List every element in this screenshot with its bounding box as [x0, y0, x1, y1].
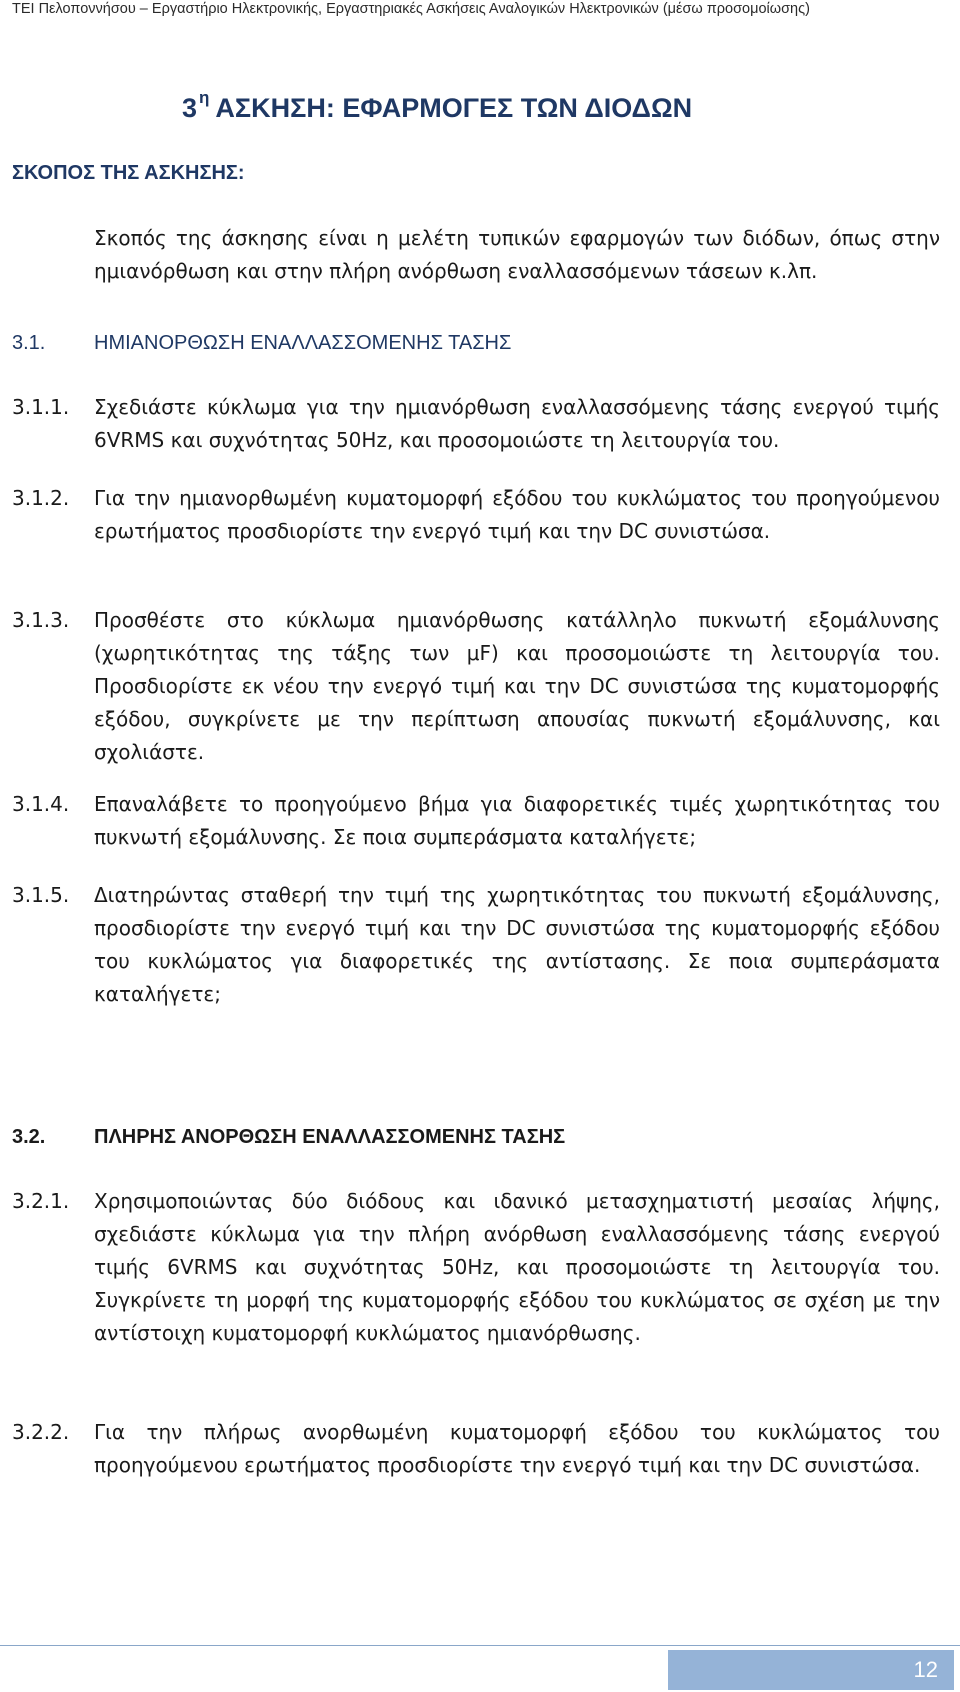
item-number: 3.2.1. — [12, 1189, 70, 1213]
running-header: ΤΕΙ Πελοποννήσου – Εργαστήριο Ηλεκτρονικής, Εργαστηριακές Ασκήσεις Αναλογικών Ηλεκτρονικών (μέσω προσομοίωσης) — [12, 1, 810, 17]
item-3-2-1 — [12, 1185, 940, 1350]
purpose-text: Σκοπός της άσκησης είναι η μελέτη τυπικών εφαρμογών των διόδων, όπως στην ημιανόρθωση και στην πλήρη ανόρθωση εναλλασσόμενων τάσεων κ.λπ. — [94, 226, 940, 283]
section-number: 3.1. — [12, 332, 46, 354]
item-number: 3.1.3. — [12, 608, 70, 632]
item-number: 3.1.1. — [12, 395, 70, 419]
purpose-heading: ΣΚΟΠΟΣ ΤΗΣ ΑΣΚΗΣΗΣ: — [12, 162, 245, 184]
item-3-1-2 — [12, 482, 940, 548]
item-3-1-5 — [12, 879, 940, 1011]
item-text: Για την ημιανορθωμένη κυματομορφή εξόδου του κυκλώματος του προηγούμενου ερωτήματος προσδιορίστε την ενεργό τιμή και την DC συνιστώσα. — [94, 486, 940, 543]
section-title: ΠΛΗΡΗΣ ΑΝΟΡΘΩΣΗ ΕΝΑΛΛΑΣΣΟΜΕΝΗΣ ΤΑΣΗΣ — [94, 1126, 566, 1148]
item-3-1-3 — [12, 604, 940, 769]
section-heading-3-1 — [12, 328, 940, 358]
section-heading-3-2 — [12, 1122, 940, 1152]
footer-bar — [668, 1650, 954, 1690]
exercise-title — [182, 82, 692, 128]
item-text: Σχεδιάστε κύκλωμα για την ημιανόρθωση εναλλασσόμενης τάσης ενεργού τιμής 6VRMS και συχνότητας 50Hz, και προσομοιώστε τη λειτουργία του. — [94, 395, 940, 452]
item-number: 3.1.5. — [12, 883, 70, 907]
section-number: 3.2. — [12, 1126, 46, 1148]
item-text: Προσθέστε στο κύκλωμα ημιανόρθωσης κατάλληλο πυκνωτή εξομάλυνσης (χωρητικότητας της τάξης των μF) και προσομοιώστε τη λειτουργία του. Προσδιορίστε εκ νέου την ενεργό τιμή και την DC συνιστώσα της κυματομορφής εξόδου, συγκρίνετε με την περίπτωση απουσίας πυκνωτή εξομάλυνσης, και σχολιάστε. — [94, 608, 940, 764]
item-3-2-2 — [12, 1416, 940, 1482]
footer-divider — [0, 1645, 960, 1646]
title-superscript: η — [199, 88, 210, 107]
item-number: 3.1.2. — [12, 486, 70, 510]
page-number: 12 — [913, 1657, 938, 1682]
item-number: 3.2.2. — [12, 1420, 70, 1444]
title-text: ΑΣΚΗΣΗ: ΕΦΑΡΜΟΓΕΣ ΤΩΝ ΔΙΟΔΩΝ — [215, 93, 693, 123]
item-text: Χρησιμοποιώντας δύο διόδους και ιδανικό μετασχηματιστή μεσαίας λήψης, σχεδιάστε κύκλωμα για την πλήρη ανόρθωση εναλλασσόμενης τάσης ενεργού τιμής 6VRMS και συχνότητας 50Hz, και προσομοιώστε τη λειτουργία του. Συγκρίνετε τη μορφή της κυματομορφής εξόδου του κυκλώματος σε σχέση με την αντίστοιχη κυματομορφή κυκλώματος ημιανόρθωσης. — [94, 1189, 940, 1345]
section-title: ΗΜΙΑΝΟΡΘΩΣΗ ΕΝΑΛΛΑΣΣΟΜΕΝΗΣ ΤΑΣΗΣ — [94, 332, 512, 354]
item-text: Διατηρώντας σταθερή την τιμή της χωρητικότητας του πυκνωτή εξομάλυνσης, προσδιορίστε την ενεργό τιμή και την DC συνιστώσα της κυματομορφής εξόδου του κυκλώματος για διαφορετικές της αντίστασης. Σε ποια συμπεράσματα καταλήγετε; — [94, 883, 940, 1006]
item-text: Για την πλήρως ανορθωμένη κυματομορφή εξόδου του κυκλώματος του προηγούμενου ερωτήματος προσδιορίστε την ενεργό τιμή και την DC συνιστώσα. — [94, 1420, 940, 1477]
item-text: Επαναλάβετε το προηγούμενο βήμα για διαφορετικές τιμές χωρητικότητας του πυκνωτή εξομάλυνσης. Σε ποια συμπεράσματα καταλήγετε; — [94, 792, 940, 849]
item-3-1-4 — [12, 788, 940, 854]
title-number: 3 — [182, 93, 198, 123]
item-3-1-1 — [12, 391, 940, 457]
item-number: 3.1.4. — [12, 792, 70, 816]
